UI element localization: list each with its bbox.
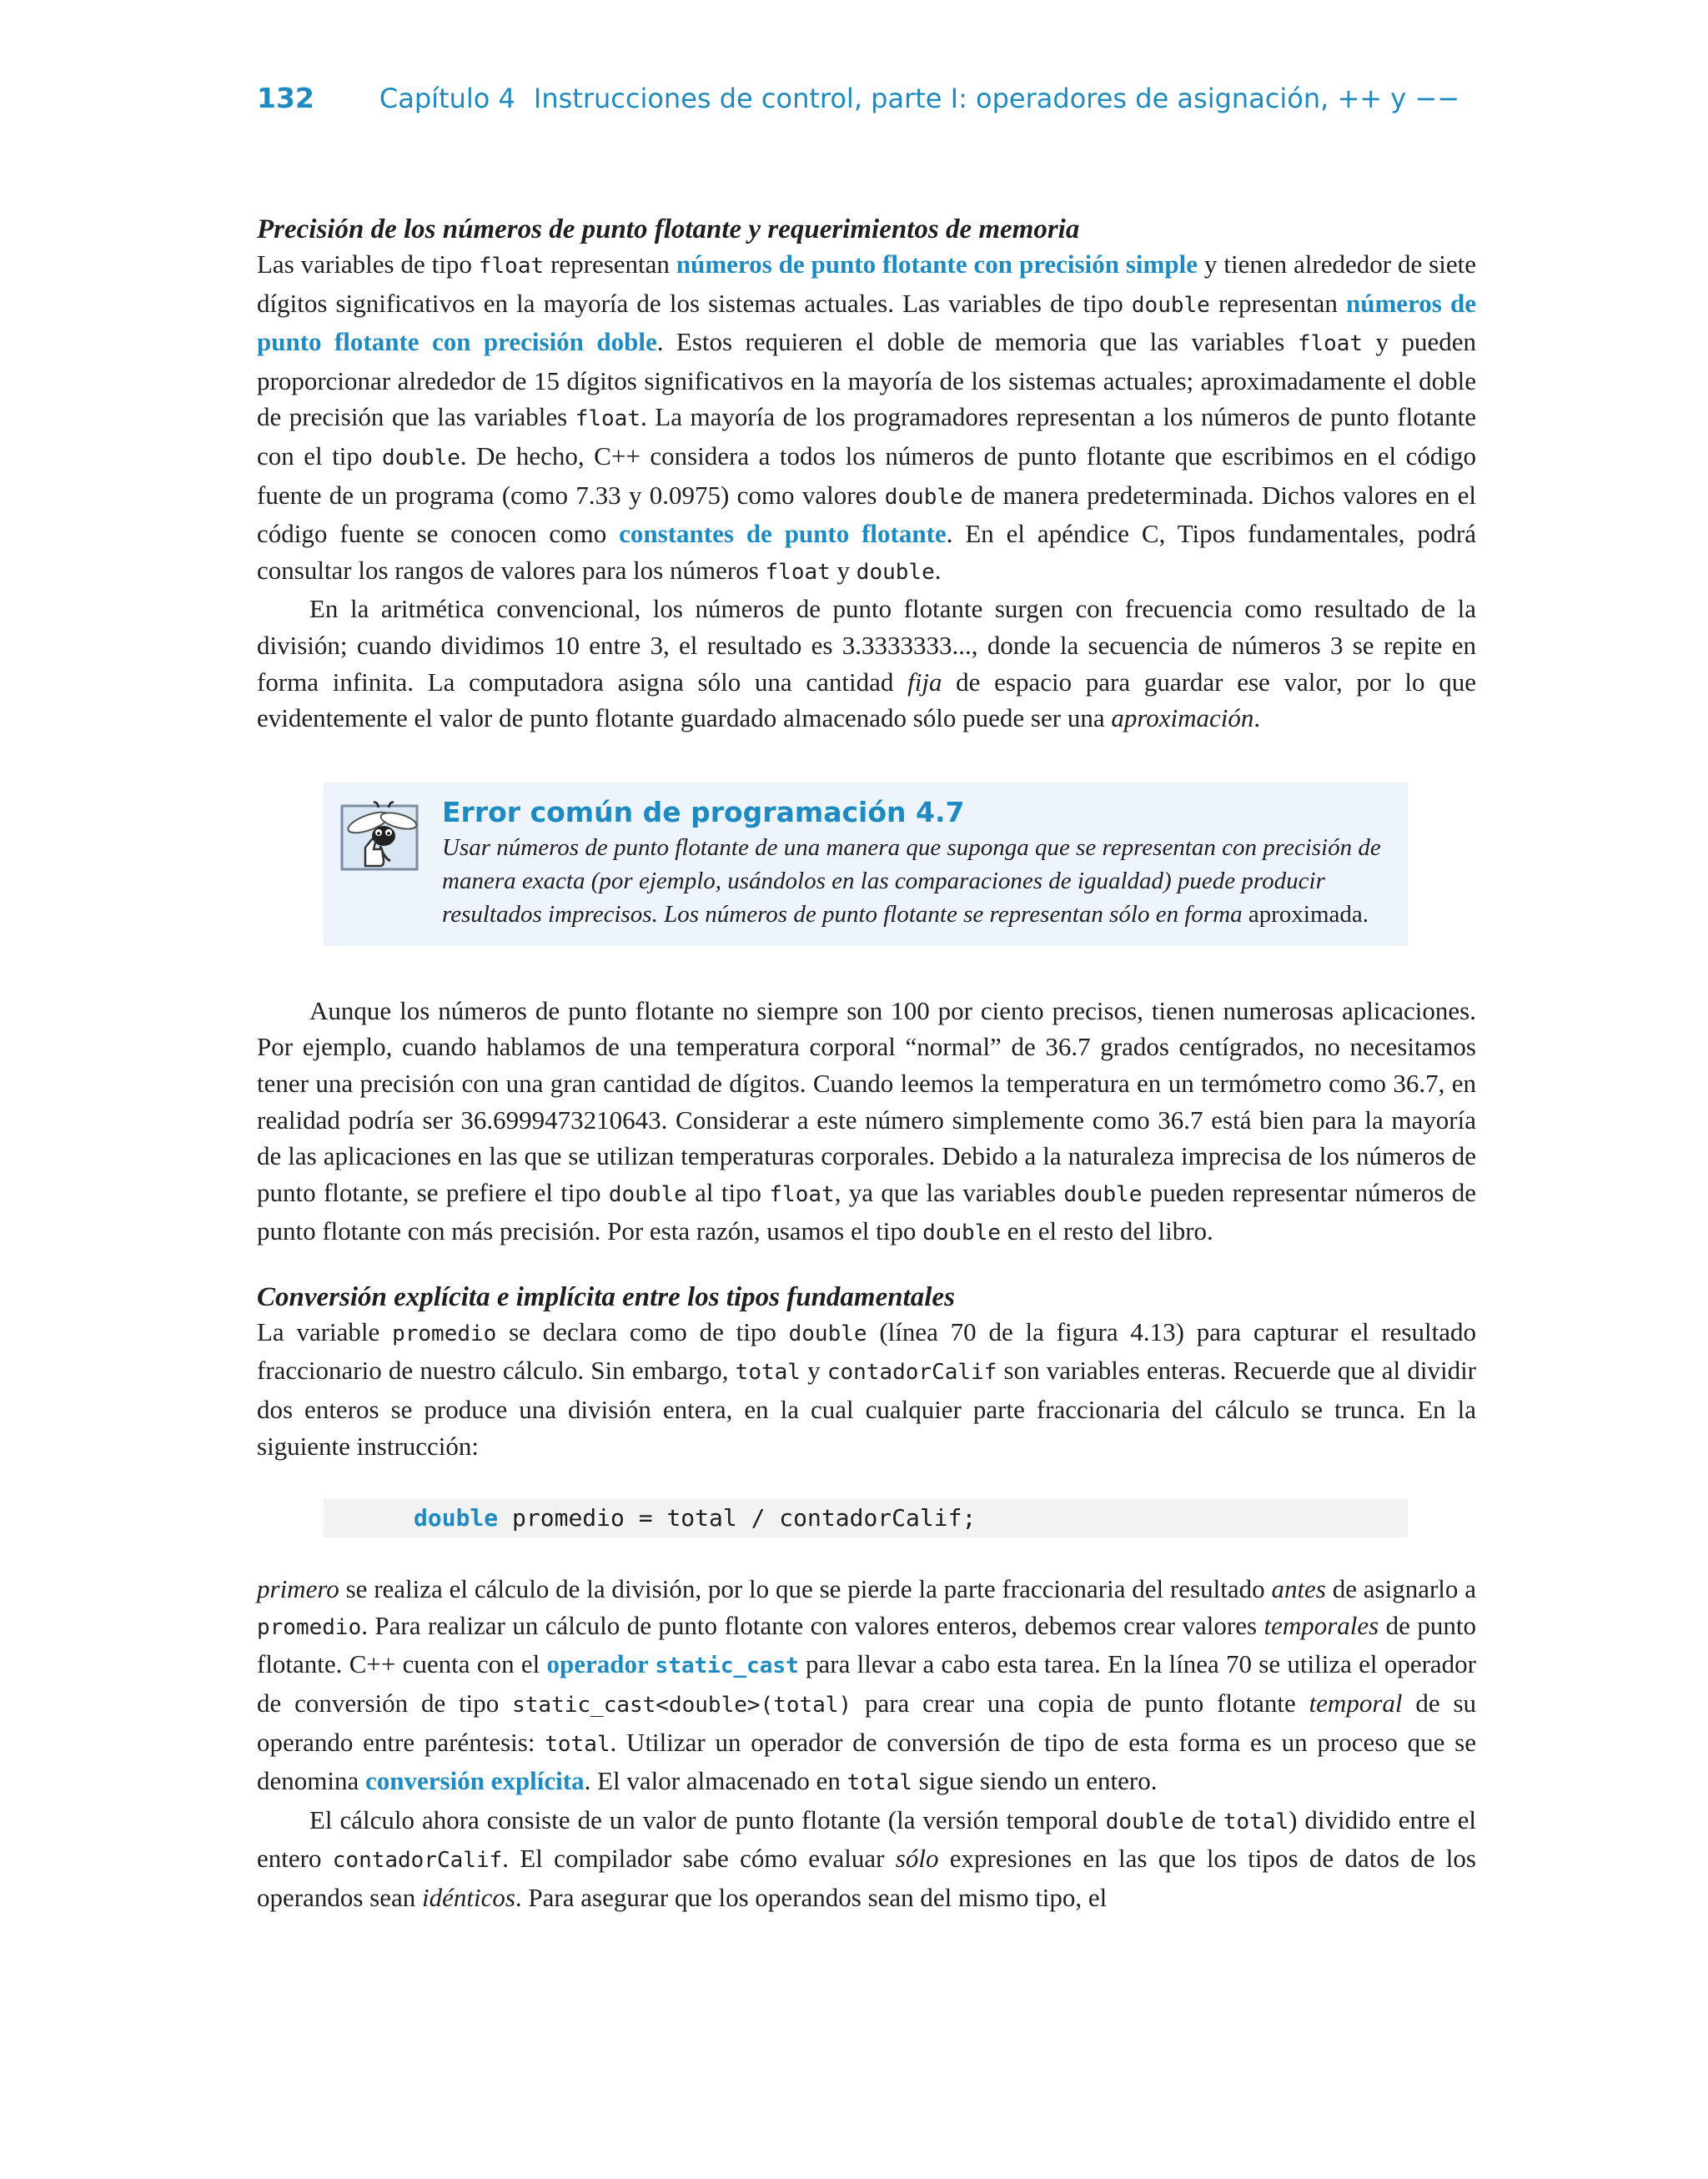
inline-code: double bbox=[856, 559, 935, 585]
inline-code: total bbox=[735, 1360, 801, 1386]
paragraph: primero se realiza el cálculo de la división, por lo que se pierde la parte fraccionaria del resultado antes de asignarlo a promedio. Para realizar un cálculo de punto flotante con valores enteros, debemos crear valores temporales de punto flotante. C++ cuenta con el operador static_cast para llevar a cabo esta tarea. En la línea 70 se utiliza el operador de conversión de tipo static_cast<double>(total) para crear una copia de punto flotante temporal de su operando entre paréntesis: total. Utilizar un operador de conversión de tipo de esta forma es un proceso que se denomina conversión explícita. El valor almacenado en total sigue siendo un entero. bbox=[257, 1574, 1477, 1796]
paragraph: La variable promedio se declara como de tipo double (línea 70 de la figura 4.13) para capturar el resultado fraccionario de nuestro cálculo. Sin embargo, total y contadorCalif son variables enteras. Recuerde que al dividir dos enteros se produce una división entera, en la cual cualquier parte fraccionaria del cálculo se trunca. En la siguiente instrucción: bbox=[257, 1316, 1477, 1461]
key-term: números de punto flotante con precisión doble bbox=[257, 288, 1476, 357]
bug-thumbs-down-icon bbox=[340, 799, 424, 931]
paragraph: En la aritmética convencional, los números de punto flotante surgen con frecuencia como resultado de la división; cuando dividimos 10 entre 3, el resultado es 3.3333333..., donde la secuencia de números 3 se repite en forma infinita. La computadora asigna sólo una cantidad fija de espacio para guardar ese valor, por lo que evidentemente el valor de punto flotante guardado almacenado sólo puede ser una aproximación. bbox=[257, 594, 1477, 733]
inline-code: double bbox=[381, 445, 460, 471]
tip-body: Usar números de punto flotante de una manera que suponga que se representan con precisión de manera exacta (por ejemplo, usándolos en las comparaciones de igualdad) puede producir resultados imprecisos. Los números de punto flotante se representan sólo en forma aproximada. bbox=[442, 833, 1381, 928]
inline-code: double bbox=[608, 1181, 687, 1207]
main-text bbox=[257, 213, 1476, 1916]
inline-code: double bbox=[1131, 292, 1210, 318]
inline-code: contadorCalif bbox=[826, 1360, 997, 1386]
inline-code: double bbox=[1105, 1809, 1184, 1834]
inline-code: static_cast<double>(total) bbox=[512, 1693, 852, 1719]
code-keyword: double bbox=[414, 1504, 499, 1532]
inline-code: promedio bbox=[392, 1321, 497, 1346]
inline-code: total bbox=[846, 1770, 912, 1796]
paragraph: El cálculo ahora consiste de un valor de punto flotante (la versión temporal double de total) dividido entre el entero contadorCalif. El compilador sabe cómo evaluar sólo expresiones en las que los tipos de datos de los operandos sean idénticos. Para asegurar que los operandos sean del mismo tipo, el bbox=[257, 1804, 1476, 1912]
inline-code: float bbox=[478, 254, 545, 279]
paragraph: Las variables de tipo float representan números de punto flotante con precisión simple y tienen alrededor de siete dígitos significativos en la mayoría de los sistemas actuales. Las variables de tipo double representan números de punto flotante con precisión doble. Estos requieren el doble de memoria que las variables float y pueden proporcionar alrededor de 15 dígitos significativos en la mayoría de los sistemas actuales; aproximadamente el doble de precisión que las variables float. La mayoría de los programadores representan a los números de punto flotante con el tipo double. De hecho, C++ considera a todos los números de punto flotante que escribimos en el código fuente de un programa (como 7.33 y 0.0975) como valores double de manera predeterminada. Dichos valores en el código fuente se conocen como constantes de punto flotante. En el apéndice C, Tipos fundamentales, podrá consultar los rangos de valores para los números float y double. bbox=[257, 249, 1476, 585]
running-header bbox=[257, 82, 1459, 114]
chapter-title: Instrucciones de control, parte I: operadores de asignación, ++ y −− bbox=[533, 83, 1460, 114]
inline-code: double bbox=[922, 1220, 1001, 1246]
page-number: 132 bbox=[257, 82, 314, 114]
key-term: constantes de punto flotante bbox=[619, 519, 947, 549]
section-heading: Precisión de los números de punto flotante y requerimientos de memoria bbox=[257, 214, 1080, 244]
inline-code: float bbox=[575, 406, 640, 432]
tip-title: Error común de programación 4.7 bbox=[442, 795, 965, 828]
inline-code: double bbox=[788, 1321, 867, 1346]
section-heading: Conversión explícita e implícita entre los tipos fundamentales bbox=[257, 1281, 955, 1312]
inline-code: float bbox=[765, 559, 831, 585]
key-term: conversión explícita bbox=[365, 1766, 585, 1796]
paragraph: Aunque los números de punto flotante no siempre son 100 por ciento precisos, tienen numerosas aplicaciones. Por ejemplo, cuando hablamos de una temperatura corporal “normal” de 36.7 grados centígrados, no necesitamos tener una precisión con una gran cantidad de dígitos. Cuando leemos la temperatura en un termómetro como 36.7, en realidad podría ser 36.6999473210643. Considerar a este número simplemente como 36.7 está bien para la mayoría de las aplicaciones en las que se utilizan temperaturas corporales. Debido a la naturaleza imprecisa de los números de punto flotante, se prefiere el tipo double al tipo float, ya que las variables double pueden representar números de punto flotante con más precisión. Por esta razón, usamos el tipo double en el resto del libro. bbox=[257, 995, 1476, 1246]
inline-code: double bbox=[884, 484, 963, 510]
inline-code: promedio bbox=[257, 1614, 362, 1640]
key-term: números de punto flotante con precisión simple bbox=[676, 249, 1198, 279]
key-term: operador static_cast bbox=[546, 1649, 799, 1679]
chapter-label: Capítulo 4 bbox=[379, 83, 515, 114]
inline-code: contadorCalif bbox=[332, 1848, 503, 1874]
inline-code: total bbox=[1223, 1809, 1289, 1834]
inline-code: float bbox=[1297, 331, 1364, 357]
code-statement: double promedio = total / contadorCalif; bbox=[324, 1499, 1408, 1537]
inline-code: float bbox=[769, 1181, 835, 1207]
inline-code: total bbox=[545, 1731, 610, 1757]
inline-code: double bbox=[1063, 1181, 1143, 1207]
common-error-box bbox=[324, 783, 1408, 946]
